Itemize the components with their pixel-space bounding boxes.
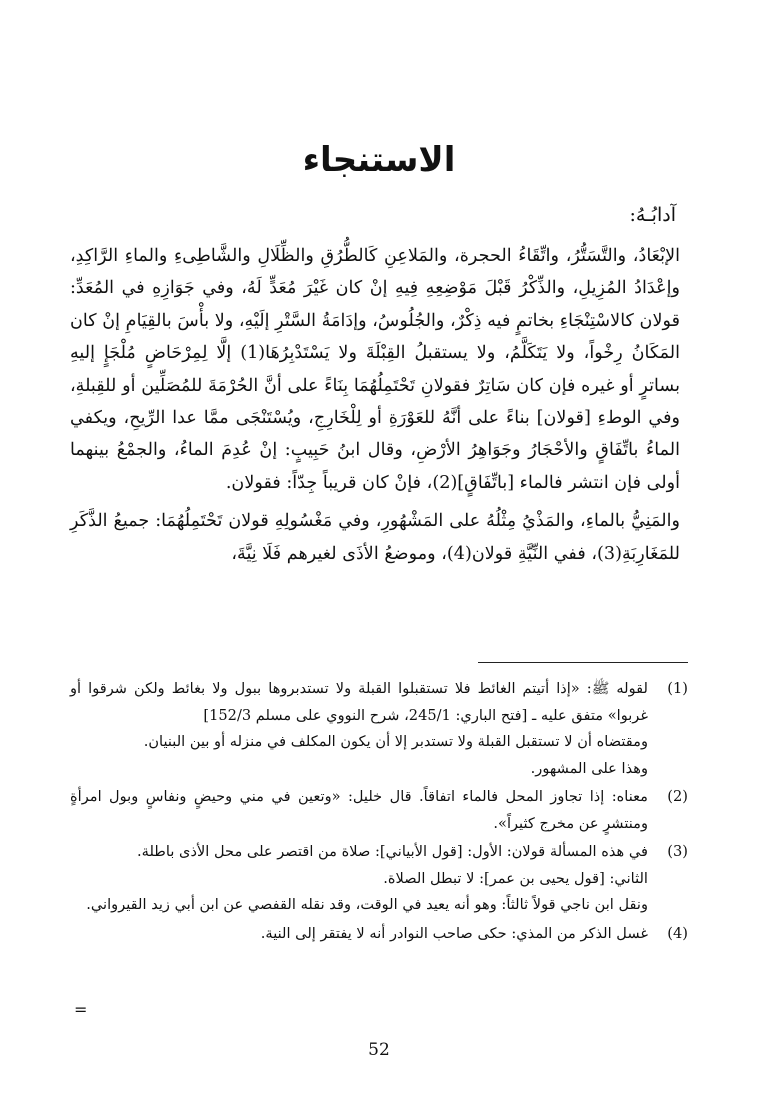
footnote-line: في هذه المسألة قولان: الأول: [قول الأبياني]: صلاة من اقتصر على محل الأذى باطلة.	[136, 843, 648, 860]
section-subheading: آدابُـهُ:	[629, 204, 676, 226]
footnote-line: غسل الذكر من المذي: حكى صاحب النوادر أنه لا يفتقر إلى النية.	[260, 924, 648, 942]
footnote-divider	[478, 662, 688, 663]
paragraph: والمَنِيُّ بالماءِ، والمَذْيُ مِثْلُهُ على المَشْهُورِ، وفي مَغْسُولِهِ قولان تَحْتَمِلُهُمَا: جميعُ الذَّكَرِ للمَغَارِبَةِ(3)، ففي النِّيَّةِ قولان(4)، وموضعُ الأذَى لغيرهم فَلَا نِيَّةَ،	[70, 511, 680, 564]
footnote-text	[70, 921, 648, 948]
footnote-text	[70, 839, 648, 919]
footnote-number: (1)	[667, 680, 688, 697]
page-number: 52	[368, 1040, 390, 1060]
main-text	[70, 240, 680, 570]
footnotes	[70, 676, 688, 949]
footnote	[70, 676, 688, 782]
footnote-number: (4)	[667, 924, 688, 942]
footnote-line: معناه: إذا تجاوز المحل فالماء اتفاقاً. قال خليل: «وتعين في مني وحيضٍ ونفاسٍ وبول امرأةٍ ومنتشرٍ عن مخرج كثيراً».	[70, 788, 648, 832]
chapter-title: الاستنجاء	[302, 140, 456, 180]
paragraph: الإبْعَادُ، والتَّسَتُّرُ، واتِّقَاءُ الحجرة، والمَلاعِنِ كَالطُّرُقِ والظِّلَالِ والشَّاطِىءِ والماءِ الرَّاكِدِ، وإعْدَادُ المُزِيلِ، والذِّكْرُ قَبْلَ مَوْضِعِهِ فِيهِ إنْ كان غَيْرَ مُعَدٍّ لَهُ، وفي جَوَازِهِ في المُعَدِّ: قولان كالاسْتِنْجَاءِ بخاتمٍ فيه ذِكْرٌ، والجُلُوسُ، وإدَامَةُ السَّتْرِ إلَيْهِ، ولا بأْسَ بالقِيَامِ إنْ كان المَكَانُ رِخْواً، ولا يَتَكَلَّمُ، ولا يستقبلُ القِبْلَةَ ولا يَسْتَدْبِرُهَا(1) إلَّا لِمِرْحَاضٍ مُلْجَإٍ إليهِ بساترٍ أو غيره فإن كان سَاتِرٌ فقولانِ تَحْتَمِلُهُمَا بِنَاءً على أنَّ الحُرْمَةَ للمُصَلِّين أو للقِبلةِ، وفي الوطءِ [قولان] بناءً على أنَّهُ للعَوْرَةِ أو لِلْخَارِجِ، ويُسْتَنْجَى ممَّا عدا الرِّيحِ، ويكفي الماءُ باتِّفَاقٍ والأحْجَارُ وجَوَاهِرُ الأرْضِ، وقال ابنُ حَبِيبٍ: إنْ عُدِمَ الماءُ، والجمْعُ بينهما أولى فإن انتشر فالماء [باتِّفَاقٍ](2)، فإنْ كان قريباً جِدّاً: فقولان.	[70, 246, 680, 493]
footnote-line: ونقل ابن ناجي قولاً ثالثاً: وهو أنه يعيد في الوقت، وقد نقله القفصي عن ابن أبي زيد القيرواني.	[86, 896, 648, 913]
footnote-text	[70, 784, 648, 837]
footnote-line: لقوله ﷺ: «إذا أتيتم الغائط فلا تستقبلوا القبلة ولا تستدبروها ببول ولا بغائط ولكن شرقوا أو غربوا» متفق عليه ـ [فتح الباري: 245/1، شرح النووي على مسلم 152/3]	[70, 680, 648, 724]
footnote-number: (3)	[667, 843, 688, 860]
continuation-mark: =	[74, 1000, 88, 1019]
footnote-line: الثاني: [قول يحيى بن عمر]: لا تبطل الصلاة.	[383, 869, 648, 887]
footnote	[70, 784, 688, 837]
footnote-line: وهذا على المشهور.	[530, 759, 648, 777]
footnote-line: ومقتضاه أن لا تستقبل القبلة ولا تستدبر إلا أن يكون المكلف في منزله أو بين البنيان.	[143, 733, 648, 750]
footnote-text	[70, 676, 648, 782]
footnote	[70, 839, 688, 919]
footnote	[70, 921, 688, 948]
footnote-number: (2)	[667, 788, 688, 805]
